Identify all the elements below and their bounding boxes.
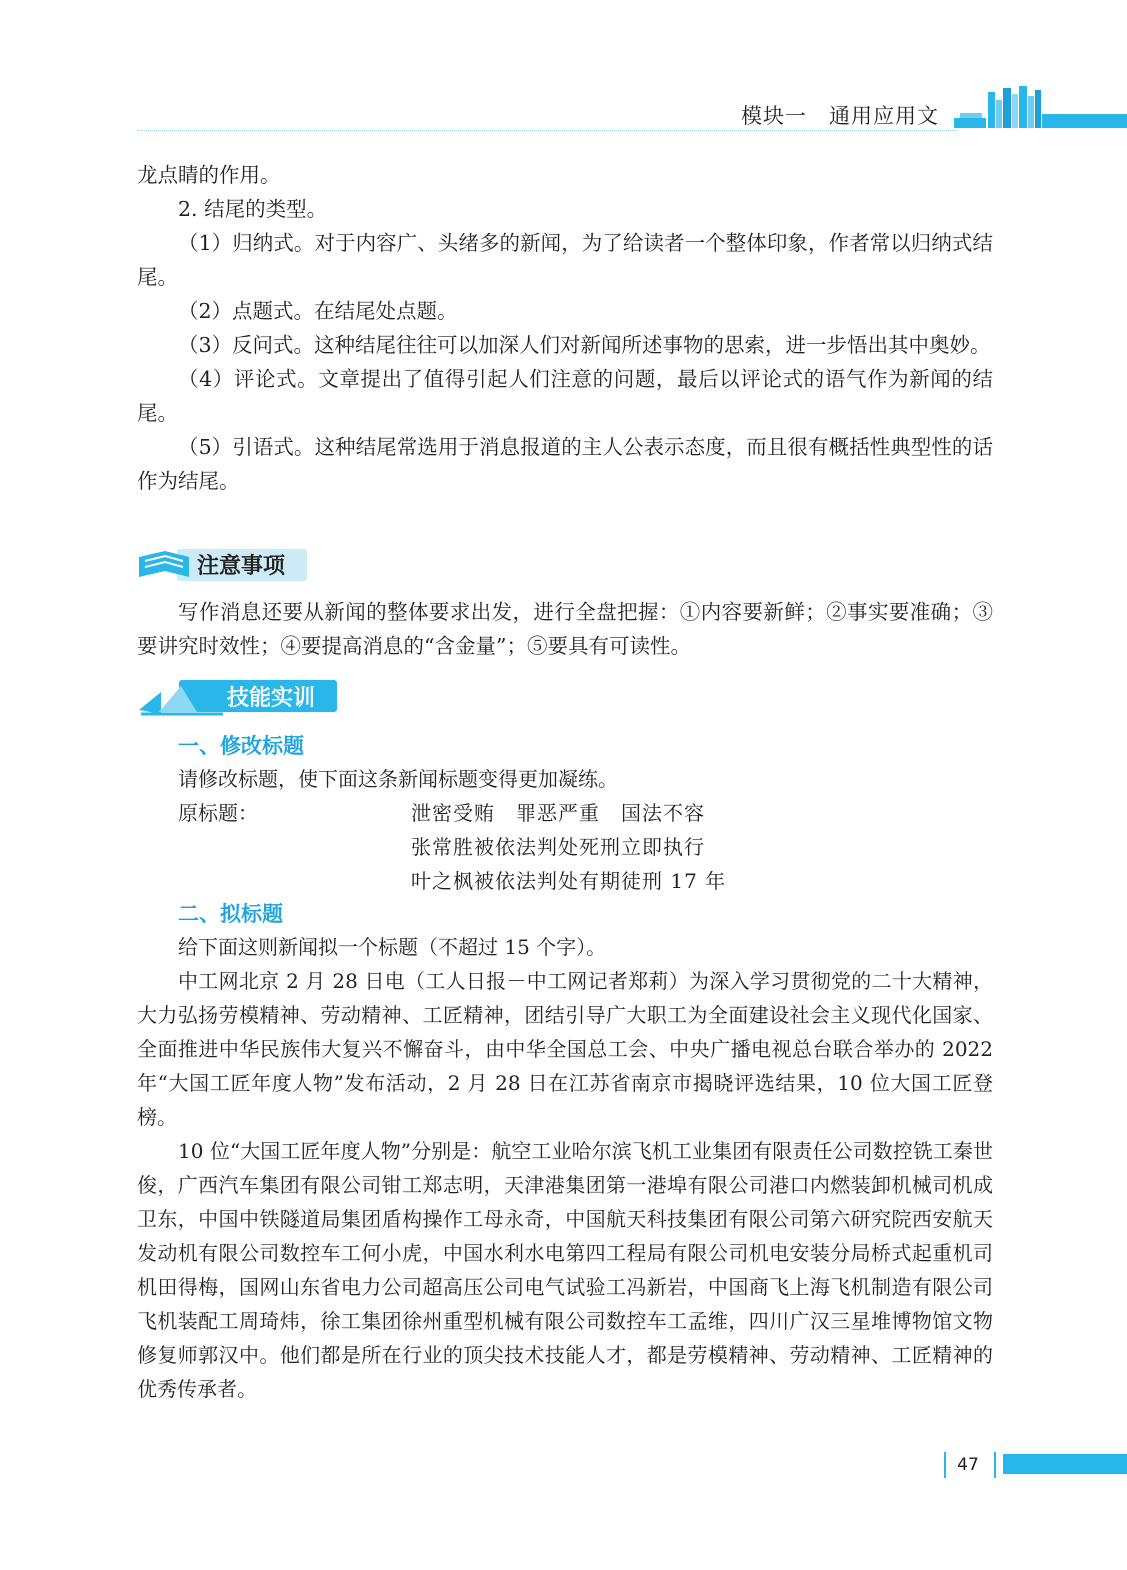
- training-title: 技能实训: [227, 686, 316, 711]
- news-paragraph: 10 位“大国工匠年度人物”分别是：航空工业哈尔滨飞机工业集团有限责任公司数控铣工秦世俊，广西汽车集团有限公司钳工郑志明，天津港集团第一港埠有限公司港口内燃装卸机械司机成卫东，中国中铁隧道局集团盾构操作工母永奇，中国航天科技集团有限公司第六研究院西安航天发动机有限公司数控车工何小虎，中国水利水电第四工程局有限公司机电安装分局桥式起重机司机田得梅，国网山东省电力公司超高压公司电气试验工冯新岩，中国商飞上海飞机制造有限公司飞机装配工周琦炜，徐工集团徐州重型机械有限公司数控车工孟维，四川广汉三星堆博物馆文物修复师郭汉中。他们都是所在行业的顶尖技术技能人才，都是劳模精神、劳动精神、工匠精神的优秀传承者。: [137, 1139, 993, 1401]
- body-text: [137, 158, 993, 498]
- notice-banner: [137, 545, 309, 583]
- paragraph: （4）评论式。文章提出了值得引起人们注意的问题，最后以评论式的语气作为新闻的结尾。: [137, 367, 993, 425]
- header-accent-bar: [1042, 114, 1127, 128]
- paragraph: 龙点睛的作用。: [137, 163, 281, 187]
- notice-title: 注意事项: [197, 554, 286, 579]
- section-revise-title: [137, 730, 993, 898]
- original-title-line: 泄密受贿 罪恶严重 国法不容: [411, 801, 705, 825]
- original-title-line: 叶之枫被依法判处有期徒刑 17 年: [411, 869, 727, 893]
- original-title-row: [137, 864, 993, 898]
- module-title: 模块一 通用应用文: [741, 104, 939, 128]
- news-paragraph: 中工网北京 2 月 28 日电（工人日报－中工网记者郑莉）为深入学习贯彻党的二十大精神，大力弘扬劳模精神、劳动精神、工匠精神，团结引导广大职工为全面建设社会主义现代化国家、全面推进中华民族伟大复兴不懈奋斗，由中华全国总工会、中央广播电视总台联合举办的 2022 年“大国工匠年度人物”发布活动，2 月 28 日在江苏省南京市揭晓评选结果，10 位大国工匠登榜。: [137, 969, 993, 1129]
- paragraph: 2. 结尾的类型。: [178, 197, 328, 221]
- paragraph: （1）归纳式。对于内容广、头绪多的新闻，为了给读者一个整体印象，作者常以归纳式结尾。: [137, 231, 993, 289]
- paragraph: （2）点题式。在结尾处点题。: [178, 299, 458, 323]
- section-heading: 二、拟标题: [178, 902, 283, 926]
- training-banner: [137, 676, 337, 716]
- page-header: [0, 0, 1127, 140]
- paragraph: （3）反问式。这种结尾往往可以加深人们对新闻所述事物的思索，进一步悟出其中奥妙。: [178, 333, 991, 357]
- section-draft-title: [137, 898, 993, 1406]
- header-divider: [137, 130, 957, 131]
- notice-body: [137, 595, 993, 663]
- footer-accent-bar: [1003, 1454, 1127, 1474]
- paragraph: （5）引语式。这种结尾常选用于消息报道的主人公表示态度，而且很有概括性典型性的话作为结尾。: [137, 435, 993, 493]
- section-instruction: 给下面这则新闻拟一个标题（不超过 15 个字）。: [178, 935, 607, 959]
- original-title-row: [137, 830, 993, 864]
- original-title-label: 原标题：: [178, 801, 258, 825]
- original-title-line: 张常胜被依法判处死刑立即执行: [411, 835, 705, 859]
- books-icon: [950, 84, 1042, 130]
- section-instruction: 请修改标题，使下面这条新闻标题变得更加凝练。: [178, 767, 618, 791]
- section-heading: 一、修改标题: [178, 734, 304, 758]
- original-title-row: [137, 796, 993, 830]
- page-number: 47: [957, 1455, 979, 1475]
- notice-paragraph: 写作消息还要从新闻的整体要求出发，进行全盘把握：①内容要新鲜；②事实要准确；③要讲究时效性；④要提高消息的“含金量”；⑤要具有可读性。: [137, 600, 993, 658]
